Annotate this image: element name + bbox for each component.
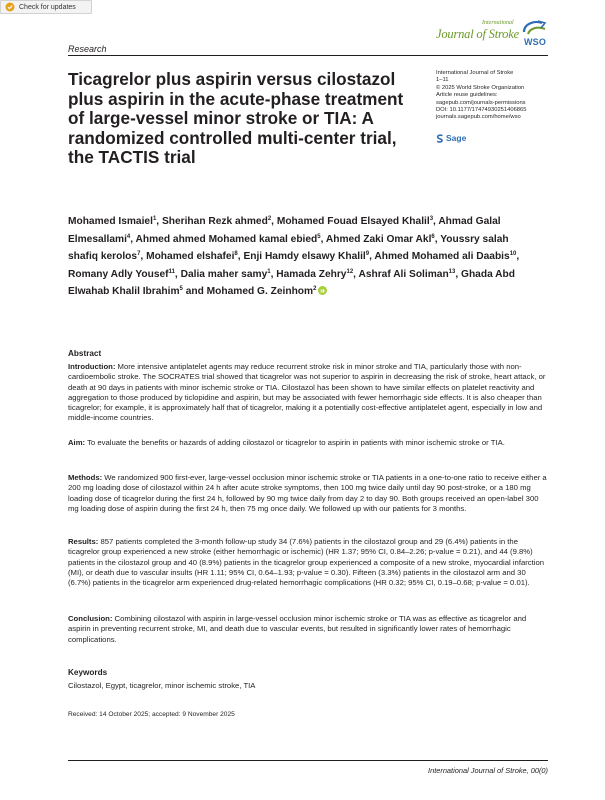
received-accepted-dates: Received: 14 October 2025; accepted: 9 November 2025 — [68, 711, 235, 718]
abstract-conclusion-label: Conclusion: — [68, 614, 113, 623]
author — [326, 234, 435, 245]
author-name: Mohamed Fouad Elsayed Khalil — [276, 216, 430, 227]
author — [243, 251, 369, 262]
journal-logo — [430, 18, 550, 52]
check-for-updates-badge[interactable] — [0, 0, 92, 14]
abstract-methods-label: Methods: — [68, 473, 103, 482]
author-name: Ashraf Ali Soliman — [358, 268, 449, 280]
abstract-conclusion — [68, 614, 548, 645]
article-title: Ticagrelor plus aspirin versus cilostazol plus aspirin in the acute-phase treatment of large-vessel minor stroke or TIA: A randomized controlled multi-center trial, the TACTIS trial — [68, 69, 404, 168]
author-name: Dalia maher samy — [180, 268, 268, 280]
author-name: and Mohamed G. Zeinhom — [185, 286, 314, 298]
author — [68, 216, 156, 227]
author-affiliation: 6 — [431, 233, 435, 240]
author — [162, 216, 271, 227]
author-affiliation: 5 — [317, 233, 321, 240]
abstract-results-label: Results: — [68, 537, 99, 546]
author — [146, 251, 238, 262]
author-affiliation: 1 — [267, 268, 271, 275]
abstract-introduction — [68, 362, 548, 424]
author-name: Ahmed Zaki Omar Akl — [325, 233, 432, 245]
section-label: Research — [68, 44, 107, 54]
footer-rule — [68, 760, 548, 761]
author-name: Ahmad Galal Elmesallami — [68, 216, 501, 245]
abstract-conclusion-text: Combining cilostazol with aspirin in large-vessel occlusion minor ischemic stroke or TIA was as effective as ticagrelor and aspirin in preventing recurrent stroke, MI, and death due to vascular events, but resulted in significantly lower rates of hemorrhagic complications. — [68, 614, 527, 644]
author-affiliation: 1 — [152, 216, 157, 222]
author-affiliation: 3 — [429, 216, 434, 222]
author-name: Hamada Zehry — [276, 268, 347, 280]
author-name: Romany Adly Yousef — [68, 268, 169, 280]
author-affiliation: 8 — [234, 251, 238, 258]
meta-permissions-link[interactable]: sagepub.com/journals-permissions — [436, 99, 526, 106]
keywords-heading: Keywords — [68, 668, 108, 677]
abstract-methods-text: We randomized 900 first-ever, large-vessel occlusion minor ischemic stroke or TIA patients in a one-to-one ratio to receive either a 200 mg loading dose of cilostazol within 24 h after acute stroke symptoms, then 100 mg twice daily until day 90 post-stroke, or a 180 mg loading dose of ticagrelor during the first 24 h, followed by 90 mg twice daily from day 2 to day 90. Both groups received an open-label 300 mg loading dose of aspirin during the first 24 h, then 75 mg once daily. We followed up with our patients for 3 months. — [68, 473, 547, 513]
abstract-methods — [68, 473, 548, 514]
sage-logo — [436, 133, 466, 143]
author — [374, 251, 516, 262]
author — [68, 269, 175, 280]
meta-copyright: © 2025 World Stroke Organization — [436, 84, 525, 91]
abstract-results-text: 857 patients completed the 3-month follow-up study 34 (7.6%) patients in the cilostazol group and 29 (6.4%) patients in the ticagrelor group experienced a new stroke (either hemorrhagic or ischemic) (HR 1.37; 95% CI, 0.84–2.26; p-value = 0.21), and 44 (9.8%) patients in the cilostazol group and 40 (8.9%) patients in the ticagrelor group experienced a composite of a new stroke, myocardial infarction (MI), or death due to vascular insults (HR 1.11; 95% CI, 0.64–1.93; p-value = 0.30). Fifteen (3.3%) patients in the cilostazol arm and 30 (6.7%) patients in the ticagrelor arm experienced drug-related hemorrhagic complications (HR 0.32; 95% CI, 0.19–0.68; p-value = 0.01). — [68, 537, 545, 588]
author-affiliation: 4 — [126, 233, 131, 240]
author-name: Mohamed elshafei — [146, 251, 235, 263]
author — [277, 216, 433, 227]
meta-doi[interactable]: DOI: 10.1177/17474930251406865 — [436, 107, 527, 114]
author — [136, 234, 321, 245]
footer-citation: International Journal of Stroke, 00(0) — [428, 766, 548, 775]
author-affiliation: 2 — [267, 216, 272, 222]
abstract-introduction-text: More intensive antiplatelet agents may reduce recurrent stroke risk in minor stroke and TIA, particularly those with non-cardioembolic stroke. The SOCRATES trial showed that ticagrelor was not superior to aspirin in decreasing the risk of stroke, heart attack, or death at 90 days in patients with minor ischemic stroke or TIA. Cilostazol has been shown to have similar effects on platelet reactivity and aggregation to those produced by ticlopidine and aspirin, but may be associated with fewer hemorrhagic side effects. It is also cheaper than ticagrelor; for example, it is approximately half that of ticagrelor, making it a potentially cost-effective antiplatelet agent, especially in low and middle-income countries. — [68, 362, 546, 423]
meta-journal: International Journal of Stroke — [436, 70, 514, 76]
author — [358, 269, 455, 280]
author-name: Ahmed Mohamed ali Daabis — [374, 251, 510, 263]
author-list: Mohamed Ismaiel$^1$, Sherihan Rezk ahmed$^2$, Mohamed Fouad Elsayed Khalil$^3$, Ahmad Galal Elmesallami$^4$, Ahmed ahmed Mohamed kamal ebied$^5$, Ahmed Zaki Omar Akl$^6$, Youssry salah shafiq kerolos$^7$, Mohamed elshafei$^8$, Enji Hamdy elsawy Khalil$^9$, Ahmed Mohamed ali Daabis$^{10}$, Romany Adly Yousef$^{11}$, Dalia maher samy$^1$, Hamada Zehry$^{12}$, Ashraf Ali Soliman$^{13}$, Ghada Abd Elwahab Khalil Ibrahim$^5$ and Mohamed G. Zeinhom$^2$ — [68, 216, 520, 298]
author-affiliation: 11 — [168, 268, 175, 275]
journal-logo-org: WSO — [523, 37, 547, 47]
author-name: Ghada Abd Elwahab Khalil Ibrahim — [68, 268, 515, 298]
abstract-results — [68, 537, 548, 588]
sage-icon — [436, 134, 444, 143]
abstract-aim-label: Aim: — [68, 438, 86, 447]
author — [186, 286, 328, 297]
author — [276, 269, 353, 280]
check-updates-icon — [5, 2, 15, 12]
author-affiliation: 13 — [448, 268, 456, 275]
article-metadata — [436, 70, 551, 122]
keywords-list: Cilostazol, Egypt, ticagrelor, minor ischemic stroke, TIA — [68, 681, 256, 690]
author-name: Ahmed ahmed Mohamed kamal ebied — [135, 233, 318, 245]
header-rule — [68, 55, 548, 56]
author-affiliation: 5 — [179, 286, 183, 293]
author-name: Enji Hamdy elsawy Khalil — [243, 251, 366, 263]
author-affiliation: 10 — [509, 251, 517, 258]
author-name: Mohamed Ismaiel — [68, 216, 153, 227]
author-affiliation: 2 — [313, 286, 317, 293]
sage-wordmark: Sage — [446, 133, 467, 143]
meta-reuse: Article reuse guidelines: — [436, 92, 498, 99]
check-for-updates-label: Check for updates — [19, 3, 76, 11]
orcid-icon[interactable] — [318, 286, 327, 295]
meta-journal-link[interactable]: journals.sagepub.com/home/wso — [436, 114, 521, 121]
journal-logo-international: International — [482, 20, 514, 26]
author-affiliation: 12 — [346, 268, 354, 275]
author-affiliation: 9 — [365, 251, 370, 258]
author-affiliation: 7 — [137, 251, 141, 258]
abstract-introduction-label: Introduction: — [68, 362, 116, 371]
journal-logo-name: Journal of Stroke — [436, 27, 519, 41]
abstract-aim-text: To evaluate the benefits or hazards of adding cilostazol or ticagrelor to aspirin in patients with minor ischemic stroke or TIA. — [85, 438, 505, 447]
author-name: Youssry salah shafiq kerolos — [68, 233, 509, 263]
author — [181, 269, 271, 280]
author-name: Sherihan Rezk ahmed — [161, 216, 268, 227]
abstract-heading: Abstract — [68, 349, 102, 358]
meta-pages: 1–11 — [436, 77, 449, 84]
abstract-aim — [68, 438, 548, 448]
